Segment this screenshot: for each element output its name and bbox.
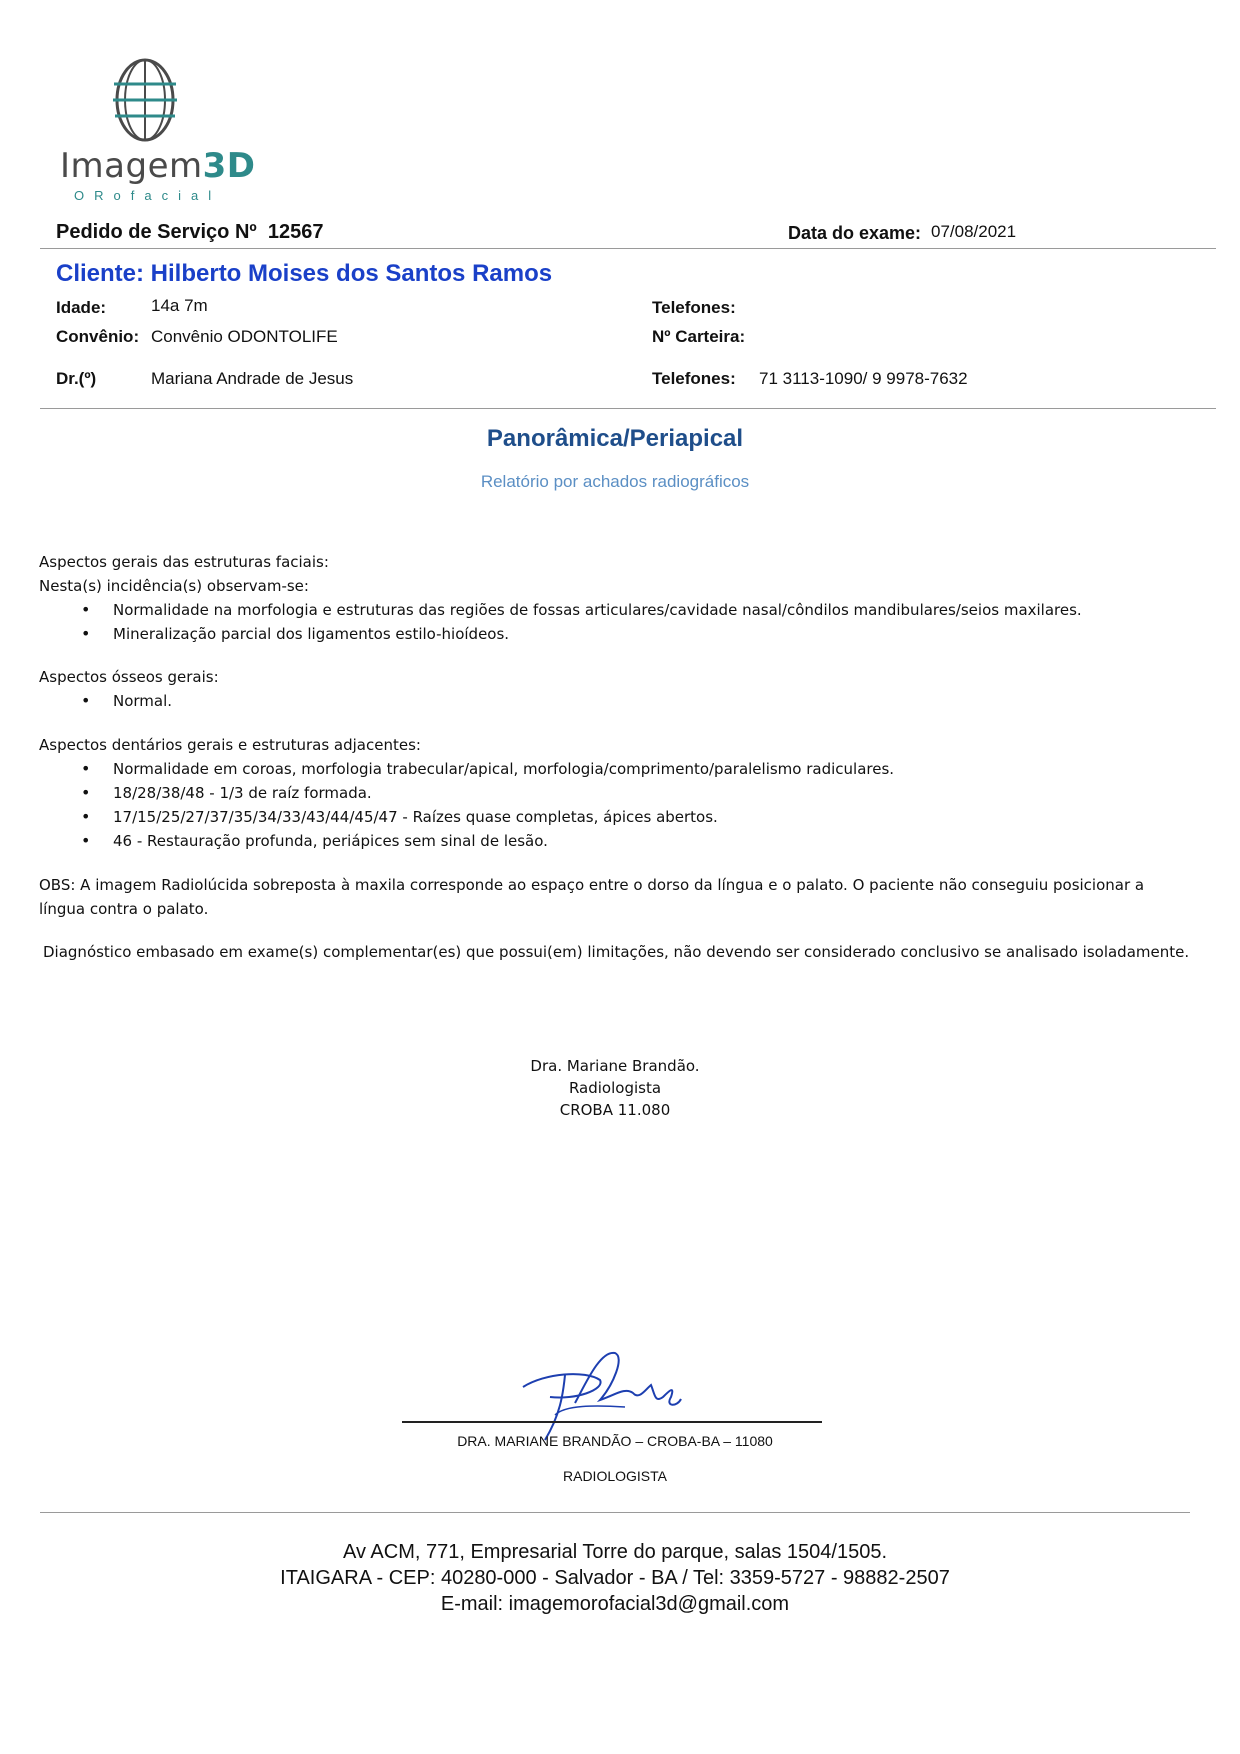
list-item: • Normalidade na morfologia e estruturas das regiões de fossas articulares/cavidade nasal/côndilos mandibulares/seios maxilares. [39,598,1209,622]
age-value: 14a 7m [151,296,208,315]
doctor-label: Dr.(º) [56,369,97,388]
list-item: • 18/28/38/48 - 1/3 de raíz formada. [39,781,1209,805]
age-label: Idade: [56,298,107,317]
handwritten-signature [505,1345,685,1445]
signatory-block [0,1055,1230,1121]
signatory-name: Dra. Mariane Brandão. [530,1057,700,1075]
section-intro: Nesta(s) incidência(s) observam-se: [39,577,309,595]
card-number-label: Nº Carteira: [652,327,746,346]
divider [40,248,1216,249]
disclaimer: Diagnóstico embasado em exame(s) complementar(es) que possui(em) limitações, não devendo ser considerado conclusivo se analisado isoladamente. [43,943,1190,961]
report-subtitle: Relatório por achados radiográficos [480,472,750,491]
logo-tagline: ORofacial [74,188,222,203]
dental-aspects-section [39,733,1209,853]
list-item: • Normalidade em coroas, morfologia trabecular/apical, morfologia/comprimento/paralelismo radiculares. [39,757,1209,781]
doctor-phones-label: Telefones: [652,369,736,388]
client-phones-label: Telefones: [652,298,736,317]
section-heading: Aspectos dentários gerais e estruturas adjacentes: [39,736,421,754]
observation-line: OBS: A imagem Radiolúcida sobreposta à maxila corresponde ao espaço entre o dorso da língua e o palato. O paciente não conseguiu posicionar a [39,876,1145,894]
list-item: • 17/15/25/27/37/35/34/33/43/44/45/47 - Raízes quase completas, ápices abertos. [39,805,1209,829]
facial-aspects-section [39,550,1209,646]
signature-line [402,1421,822,1423]
doctor-phones-value: 71 3113-1090/ 9 9978-7632 [759,369,968,388]
list-item: • 46 - Restauração profunda, periápices sem sinal de lesão. [39,829,1209,853]
signatory-registration: CROBA 11.080 [559,1101,671,1119]
plan-label: Convênio: [56,327,140,346]
signature-stamp-role: RADIOLOGISTA [563,1468,667,1484]
report-title: Panorâmica/Periapical [486,425,744,452]
company-logo [56,50,256,210]
observation [39,873,1209,921]
section-heading: Aspectos gerais das estruturas faciais: [39,553,329,571]
plan-value: Convênio ODONTOLIFE [151,327,338,346]
signatory-role: Radiologista [568,1079,662,1097]
signature-stamp-name: DRA. MARIANE BRANDÃO – CROBA-BA – 11080 [457,1433,773,1449]
footer-email: E-mail: imagemorofacial3d@gmail.com [440,1593,790,1615]
order-number-heading: Pedido de Serviço Nº 12567 [56,221,324,243]
exam-date-label: Data do exame: [788,223,922,243]
logo-wordmark: Imagem3D [60,146,256,186]
list-item: • Normal. [39,689,1209,713]
bone-aspects-section [39,665,1209,713]
divider [40,408,1216,409]
footer-address-line2: ITAIGARA - CEP: 40280-000 - Salvador - BA / Tel: 3359-5727 - 98882-2507 [280,1567,950,1589]
doctor-name: Mariana Andrade de Jesus [151,369,354,388]
footer-address-line1: Av ACM, 771, Empresarial Torre do parque, salas 1504/1505. [342,1541,888,1563]
observation-line: língua contra o palato. [39,900,209,918]
exam-date-value: 07/08/2021 [931,222,1017,241]
divider [40,1512,1190,1513]
section-heading: Aspectos ósseos gerais: [39,668,219,686]
client-name: Cliente: Hilberto Moises dos Santos Ramos [56,260,553,287]
face-scan-icon [110,54,180,146]
list-item: • Mineralização parcial dos ligamentos estilo-hioídeos. [39,622,1209,646]
